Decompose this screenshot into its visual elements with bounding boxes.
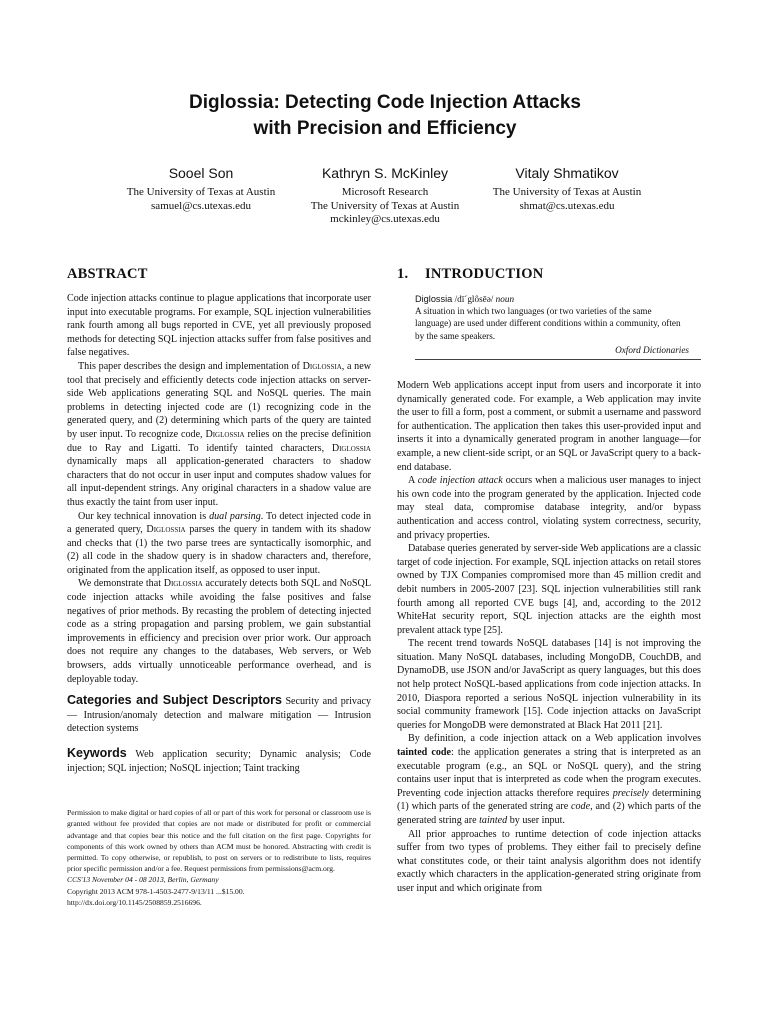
author-name: Vitaly Shmatikov <box>515 165 619 181</box>
intro-paragraph: Database queries generated by server-side Web applications are a classic target of code injection. For example, SQL injection attacks on retail stores owned by TJX Companies compromised more than 45 million credit and debit numbers in 2005-2007 [23]. SQL injection vulnerabilities still rank fourth among all reported CVE bugs [4], and, according to the 2012 WhiteHat security report, SQL injection attacks are the eighth most prevalent attack type [25]. <box>397 543 701 636</box>
author-affiliation: Microsoft Research <box>341 186 429 198</box>
intro-paragraph: All prior approaches to runtime detection of code injection attacks suffer from two types of problems. They either fail to precisely define what constitutes code, or their taint analysis algorithm does not identify exactly which characters in the application-generated string originate from user input and which originate from <box>397 828 701 894</box>
abstract-paragraph: This paper describes the design and implementation of Diglossia, a new tool that precisely and efficiently detects code injection attacks on server-side Web applications generating SQL and NoSQL queries. The main problems in detecting injected code are (1) recognizing code in the generated query, and (2) determining which parts of the query are tainted by user input. To recognize code, Diglossia relies on the precise definition due to Ray and Ligatti. To identify tainted characters, Diglossia dynamically maps all application-generated characters to shadow characters that do not occur in user input and computes shadow values for all input-dependent strings. Any original characters in a shadow value are thus exactly the taint from user input. <box>67 360 372 508</box>
copyright-info: Copyright 2013 ACM 978-1-4503-2477-9/13/11 ...$15.00. <box>67 886 245 896</box>
permission-text: Permission to make digital or hard copies of all or part of this work for personal or classroom use is granted without fee provided that copies are not made or distributed for profit or commercial advantage and that copies bear this notice and the full citation on the first page. Copyrights for components of this work owned by others than ACM must be honored. Abstracting with credit is permitted. To copy otherwise, or republish, to post on servers or to redistribute to lists, requires prior specific permission and/or a fee. Request permissions from permissions@acm.org. <box>67 808 371 874</box>
author-name: Sooel Son <box>168 165 234 181</box>
author-name: Kathryn S. McKinley <box>321 165 449 181</box>
keywords-heading: Keywords <box>67 746 127 760</box>
doi-link[interactable]: http://dx.doi.org/10.1145/2508859.2516696. <box>67 897 202 907</box>
intro-paragraph: By definition, a code injection attack on a Web application involves tainted code: the application generates a string that is interpreted as an executable program (e.g., an SQL or NoSQL query), and the string contains user input that is interpreted as code when the program executes. Preventing code injection attacks therefore requires precisely determining (1) which parts of the generated string are code, and (2) which parts of the generated string are tainted by user input. <box>397 733 701 827</box>
intro-paragraph: Modern Web applications accept input from users and incorporate it into dynamically generated code. For example, a Web application may invite the user to fill a form, post a comment, or submit a username and password for authentication. The application then takes this user-provided input and inserts it into a dynamically generated program in another language—for example, a new client-side script, or an SQL or JavaScript query to a back-end database. <box>397 380 701 473</box>
intro-heading: 1. INTRODUCTION <box>397 266 544 282</box>
categories-heading: Categories and Subject Descriptors <box>67 693 282 708</box>
author-email: samuel@cs.utexas.edu <box>151 199 251 212</box>
author-affiliation: The University of Texas at Austin <box>126 186 276 198</box>
categories-paragraph: Categories and Subject Descriptors Security and privacy — Intrusion/anomaly detection and malware mitigation — Intrusion detection systems <box>67 693 371 735</box>
permission-block <box>67 807 371 908</box>
title-line-1: Diglossia: Detecting Code Injection Attacks <box>188 92 582 113</box>
intro-paragraph: A code injection attack occurs when a malicious user manages to inject his own code into the program generated by the application. Injected code may steal data, compromise database integrity, and/or bypass authentication and access control, violating system correctness, security, and privacy properties. <box>397 475 701 541</box>
title-line-2: with Precision and Efficiency <box>253 118 517 139</box>
epigraph-definition: A situation in which two languages (or two varieties of the same language) are used under different conditions within a community, often by the same speakers. <box>415 306 681 341</box>
author-affiliation: The University of Texas at Austin <box>492 186 642 198</box>
abstract-paragraph: Code injection attacks continue to plague applications that incorporate user input into executable programs. For example, SQL injection vulnerabilities rank fourth among all bugs reported in CVE, yet all previously proposed methods for detecting SQL injection attacks suffer from false positives and false negatives. <box>67 293 371 359</box>
left-column <box>67 264 371 908</box>
author-email: shmat@cs.utexas.edu <box>519 199 615 212</box>
abstract-heading: ABSTRACT <box>67 266 148 282</box>
abstract-paragraph: Our key technical innovation is dual parsing. To detect injected code in a generated query, Diglossia parses the query in tandem with its shadow and checks that (1) the two parse trees are syntactically isomorphic, and (2) all code in the shadow query is in shadow characters and, therefore, originated from the application itself, as opposed to user input. <box>67 510 371 576</box>
abstract-paragraph: We demonstrate that Diglossia accurately detects both SQL and NoSQL code injection attacks while avoiding the false positives and false negatives of prior methods. By recasting the problem of detecting injected code as a string propagation and parsing problem, we gain substantial improvements in efficiency and precision over prior work. Our approach does not require any changes to the databases, Web servers, or Web browsers, adds virtually unnoticeable performance overhead, and is deployable today. <box>67 578 371 685</box>
right-column <box>397 264 701 896</box>
epigraph-rule <box>415 359 701 360</box>
paper-title <box>0 90 770 142</box>
conference-info: CCS'13 November 04 - 08 2013, Berlin, Germany <box>67 875 219 885</box>
epigraph-headword: Diglossia /dī´glôsēə/ noun <box>415 294 515 304</box>
epigraph <box>415 293 689 356</box>
author-block-3 <box>447 164 687 213</box>
epigraph-source: Oxford Dictionaries <box>615 344 689 355</box>
author-affiliation: The University of Texas at Austin <box>310 199 460 212</box>
author-email: mckinley@cs.utexas.edu <box>330 213 440 225</box>
intro-paragraph: The recent trend towards NoSQL databases [14] is not improving the situation. Many NoSQL databases, including MongoDB, CouchDB, and DynamoDB, use JSON and/or JavaScript as query languages, but this does not help protect NoSQL-based applications from code injection attacks. In 2010, Diaspora reported a serious NoSQL injection vulnerability in its social community framework [15]. Code injection attacks on JavaScript queries for MongoDB were demonstrated at Black Hat 2011 [21]. <box>397 638 701 731</box>
keywords-paragraph: Keywords Web application security; Dynamic analysis; Code injection; SQL injection; NoSQL injection; Taint tracking <box>67 746 371 774</box>
